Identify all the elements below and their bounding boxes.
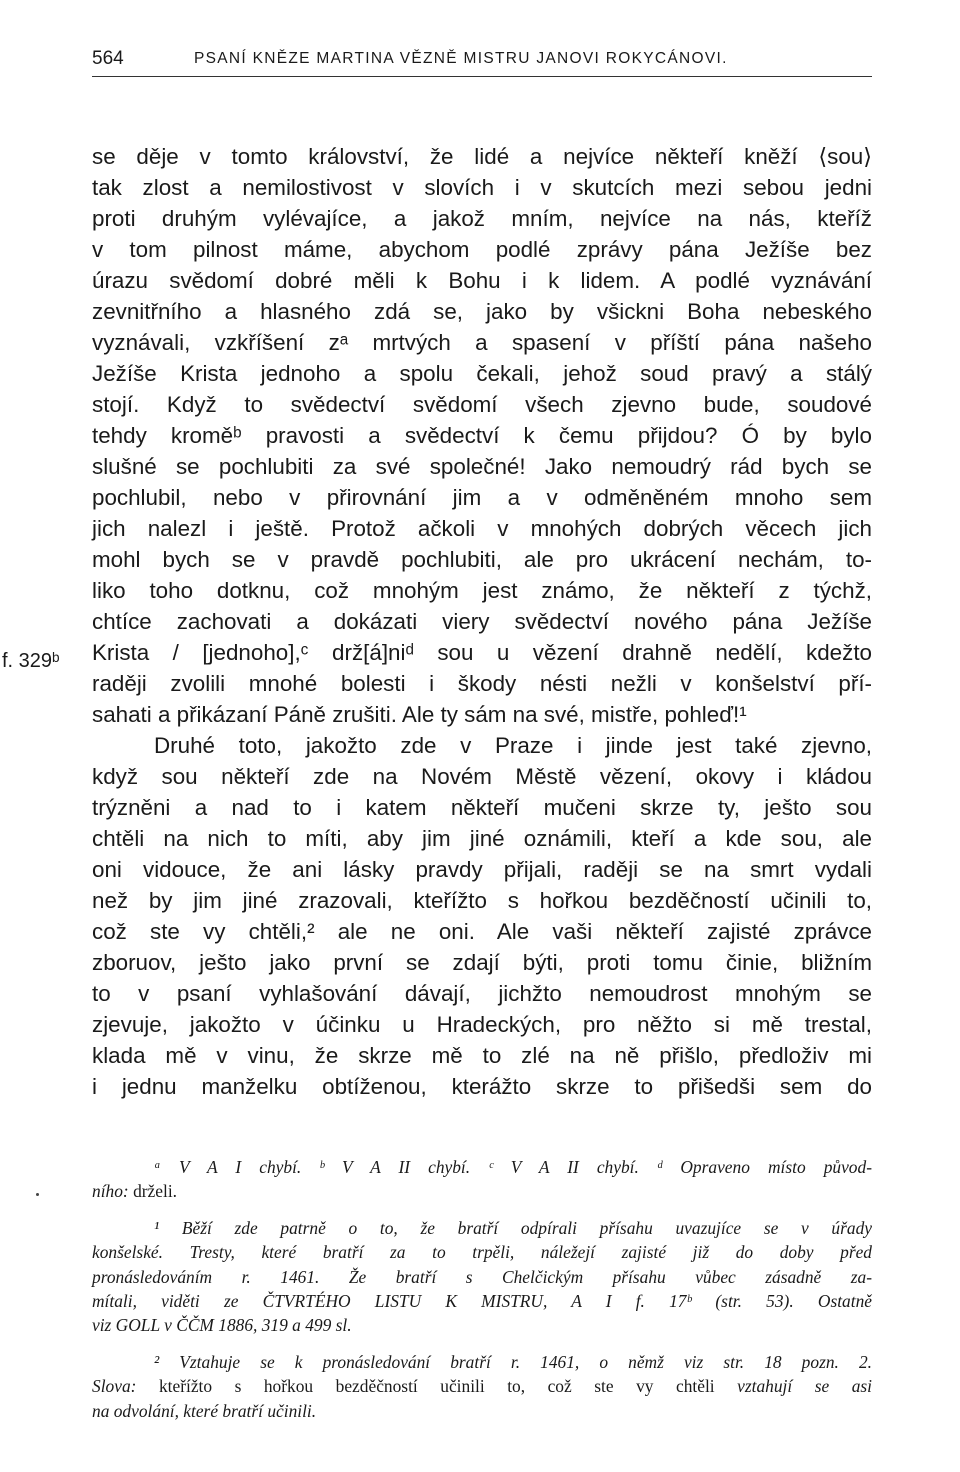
text-line: vyznávali, vzkříšení zᵃ mrtvých a spasení v příští pána našeho — [92, 330, 872, 355]
footnote-1-line: ¹ Běží zde patrně o to, že bratří odpírali přísahu uvazujíce se v úřady — [154, 1217, 872, 1238]
footnote-2-italic: Slova: — [92, 1376, 137, 1397]
text-line: což ste vy chtěli,² ale ne oni. Ale vaši někteří zajisté zprávce — [92, 919, 872, 944]
header-rule — [92, 76, 872, 77]
text-line: zevnitřního a hlasného zdá se, jako by všickni Boha nebeského — [92, 299, 872, 324]
text-line: chtěli na nich to míti, aby jim jiné oznámili, kteří a kde sou, ale — [92, 826, 872, 851]
text-line: oni vidouce, že ani lásky pravdy přijali, raději se na smrt vydali — [92, 857, 872, 882]
text-line: Krista / [jednoho],ᶜ drž[á]niᵈ sou u vězení drahně nedělí, kdežto — [92, 640, 872, 665]
footnote-1-line: viz GOLL v ČČM 1886, 319 a 499 sl. — [92, 1315, 352, 1336]
footnote-1-line: mítali, viděti ze ČTVRTÉHO LISTU K MISTRU, A I f. 17ᵇ (str. 53). Ostatně — [92, 1290, 872, 1311]
text-line: trýzněni a nad to i katem někteří mučeni skrze ty, ješto sou — [92, 795, 872, 820]
text-line: sahati a přikázaní Páně zrušiti. Ale ty sám na své, mistře, pohleď!¹ — [92, 702, 747, 727]
text-line: tak zlost a nemilostivost v slovích i v skutcích mezi sebou jedni — [92, 175, 872, 200]
footnote-gap — [92, 1204, 872, 1216]
text-line: mohl bych se v pravdě pochlubiti, ale pro ukrácení nechám, to- — [92, 547, 872, 572]
folio-margin-note: f. 329ᵇ — [2, 650, 60, 672]
text-line: než by jim jiné zrazovali, kteřížto s hořkou bezděčností učinili to, — [92, 888, 872, 913]
text-line: zboruov, ješto jako první se zdají býti, proti tomu činie, bližním — [92, 950, 872, 975]
text-line: tehdy kroměᵇ pravosti a svědectví k čemu přijdou? Ó by bylo — [92, 423, 872, 448]
running-title: PSANÍ KNĚZE MARTINA VĚZNĚ MISTRU JANOVI ROKYCÁNOVI. — [194, 50, 728, 67]
text-line: zjevuje, jakožto v účinku u Hradeckých, pro něžto si mě trestal, — [92, 1012, 872, 1037]
footnote-2-line: na odvolání, které bratří učinili. — [92, 1400, 317, 1421]
text-line: Ježíše Krista jednoho a spolu čekali, jehož soud pravý a stálý — [92, 361, 872, 386]
text-line: i jednu manželku obtíženou, kterážto skrze to přišedši sem do — [92, 1074, 872, 1099]
text-line: se děje v tomto království, že lidé a nejvíce někteří kněží ⟨sou⟩ — [92, 144, 872, 169]
text-line-paragraph-start: Druhé toto, jakožto zde v Praze i jinde jest také zjevno, — [154, 733, 872, 758]
variant-notes-line — [92, 1179, 872, 1203]
variant-notes-italic: ního: — [92, 1181, 129, 1202]
text-line: jich nalezl i ještě. Protož ačkoli v mnohých dobrých věcech jich — [92, 516, 872, 541]
text-line: chtíce zachovati a dokázati viery svědectví nového pána Ježíše — [92, 609, 872, 634]
footnote-gap — [92, 1338, 872, 1350]
text-line: liko toho dotknu, což mnohým jest známo, že někteří z týchž, — [92, 578, 872, 603]
text-line: pochlubil, nebo v přirovnání jim a v odměněném mnoho sem — [92, 485, 872, 510]
text-line: proti druhým vylévajíce, a jakož mním, nejvíce na nás, kteříž — [92, 206, 872, 231]
text-line: raději zvolili mnohé bolesti i škody nésti nežli v konšelství pří- — [92, 671, 872, 696]
footnote-1-line: pronásledováním r. 1461. Že bratří s Chelčickým přísahu vůbec zásadně za- — [92, 1266, 872, 1287]
text-line: klada mě v vinu, že skrze mě to zlé na ně přišlo, předloživ mi — [92, 1043, 872, 1068]
footnote-2-line: ² Vztahuje se k pronásledování bratří r. 1461, o němž viz str. 18 pozn. 2. — [154, 1351, 872, 1372]
footnote-2-line — [92, 1374, 872, 1398]
footnote-2-italic: vztahují se asi — [737, 1376, 873, 1397]
text-line: v tom pilnost máme, abychom podlé zprávy pána Ježíše bez — [92, 237, 872, 262]
text-line: to v psaní vyhlašování dávají, jichžto nemoudrost mnohým se — [92, 981, 872, 1006]
page-header — [92, 44, 872, 74]
text-line: slušné se pochlubiti za své společné! Jako nemoudrý rád bych se — [92, 454, 872, 479]
footnote-1-line: konšelské. Tresty, které bratří za to trpěli, náležejí zajisté již do doby před — [92, 1242, 872, 1263]
variant-notes-plain: drželi. — [128, 1181, 178, 1202]
main-text — [92, 141, 872, 1102]
text-line: když sou někteří zde na Novém Městě vězení, okovy i kládou — [92, 764, 872, 789]
footnote-2-quote: kteřížto s hořkou bezděčností učinili to, což ste vy chtěli — [136, 1376, 738, 1397]
text-line: úrazu svědomí dobré měli k Bohu i k lidem. A podlé vyznávání — [92, 268, 872, 293]
page-number: 564 — [92, 48, 124, 69]
footnotes — [92, 1155, 872, 1423]
variant-notes-line: ᵃ V A I chybí. ᵇ V A II chybí. ᶜ V A II chybí. ᵈ Opraveno místo původ- — [154, 1157, 872, 1177]
text-line: stojí. Když to svědectví svědomí všech zjevno bude, soudové — [92, 392, 872, 417]
margin-dot — [36, 1193, 39, 1196]
